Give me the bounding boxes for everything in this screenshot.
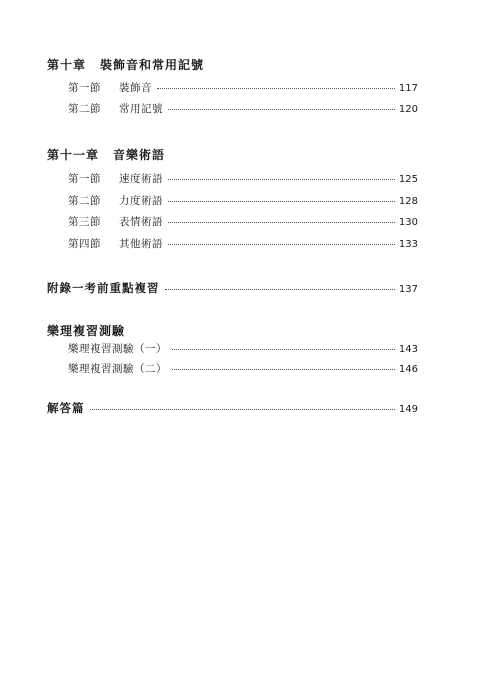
- dot-leader: [172, 348, 395, 350]
- chapter-title: 音樂術語: [113, 148, 166, 162]
- section-label: 第四節: [68, 238, 101, 250]
- dot-leader: [157, 87, 395, 89]
- toc-entry[interactable]: [68, 80, 418, 95]
- toc-entry[interactable]: [68, 236, 418, 251]
- page-number: 120: [398, 104, 418, 115]
- chapter-11-heading: [47, 146, 165, 163]
- appendix-title: 附錄一考前重點複習: [47, 281, 160, 295]
- toc-entry[interactable]: [68, 214, 418, 229]
- section-label: 第一節: [68, 173, 101, 185]
- toc-entry-answers[interactable]: [47, 400, 418, 416]
- quiz-title: 樂理複習測驗: [47, 324, 126, 338]
- dot-leader: [168, 243, 395, 245]
- section-title: 力度術語: [119, 195, 163, 207]
- page-number: 125: [398, 174, 418, 185]
- toc-entry[interactable]: [68, 193, 418, 208]
- chapter-number: 第十章: [47, 58, 87, 72]
- page-number: 117: [398, 83, 418, 94]
- page-number: 128: [398, 196, 418, 207]
- section-label: 第三節: [68, 216, 101, 228]
- page-number: 149: [398, 404, 418, 415]
- page-number: 133: [398, 239, 418, 250]
- dot-leader: [168, 221, 395, 223]
- section-title: 裝飾音: [119, 82, 152, 94]
- page-number: 146: [398, 364, 418, 375]
- dot-leader: [168, 178, 395, 180]
- quiz-item-title: 樂理複習測驗（二）: [68, 363, 167, 375]
- chapter-number: 第十一章: [47, 148, 100, 162]
- section-title: 速度術語: [119, 173, 163, 185]
- dot-leader: [168, 200, 395, 202]
- section-label: 第二節: [68, 103, 101, 115]
- chapter-title: 裝飾音和常用記號: [100, 58, 205, 72]
- dot-leader: [172, 368, 395, 370]
- toc-entry-appendix[interactable]: [47, 280, 418, 296]
- page-number: 137: [398, 284, 418, 295]
- toc-entry[interactable]: [68, 361, 418, 376]
- quiz-heading: [47, 322, 125, 339]
- toc-entry[interactable]: [68, 101, 418, 116]
- toc-entry[interactable]: [68, 341, 418, 356]
- page-number: 130: [398, 217, 418, 228]
- section-label: 第二節: [68, 195, 101, 207]
- dot-leader: [90, 408, 395, 410]
- dot-leader: [168, 108, 395, 110]
- section-title: 其他術語: [119, 238, 163, 250]
- quiz-item-title: 樂理複習測驗（一）: [68, 343, 167, 355]
- section-title: 常用記號: [119, 103, 163, 115]
- dot-leader: [165, 288, 395, 290]
- answers-title: 解答篇: [47, 401, 85, 415]
- section-label: 第一節: [68, 82, 101, 94]
- page-number: 143: [398, 344, 418, 355]
- toc-entry[interactable]: [68, 171, 418, 186]
- chapter-10-heading: [47, 56, 204, 73]
- section-title: 表情術語: [119, 216, 163, 228]
